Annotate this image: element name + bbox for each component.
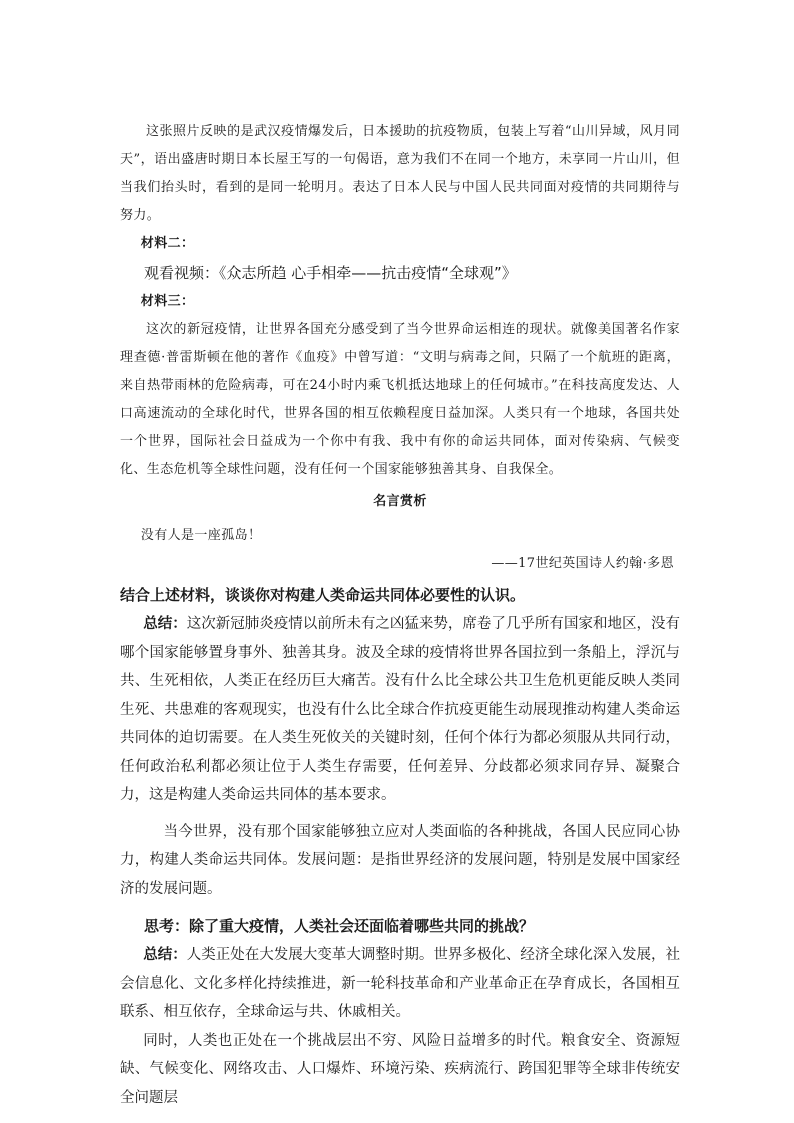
summary1-text2a: 当今世界，没有那个国家能够独立应对人类面临的各种挑战，各国人民应同心协力，构建人类命运共同体。 [120,823,680,868]
material3-paragraph: 这次的新冠疫情，让世界各国充分感受到了当今世界命运相连的现状。就像美国著名作家理查德·普雷斯顿在他的著作《血疫》中曾写道：“文明与病毒之间，只隔了一个航班的距离，来自热带雨林的危险病毒，可在24小时内乘飞机抵达地球上的任何城市。”在科技高度发达、人口高速流动的全球化时代，世界各国的相互依赖程度日益加深。人类只有一个地球，各国共处一个世界，国际社会日益成为一个你中有我、我中有你的命运共同体，面对传染病、气候变化、生态危机等全球性问题，没有任何一个国家能够独善其身、自我保全。 [120,322,680,477]
question-necessity: 结合上述材料，谈谈你对构建人类命运共同体必要性的认识。 [120,586,526,604]
material2-video-title: 观看视频：《众志所趋 心手相牵——抗击疫情“全球观”》 [144,264,517,282]
document-page [120,118,680,1112]
summary1-text: 这次新冠肺炎疫情以前所未有之凶猛来势，席卷了几乎所有国家和地区，没有哪个国家能够置身事外、独善其身。波及全球的疫情将世界各国拉到一条船上，浮沉与共、生死相依，人类正在经历巨大痛苦。没有什么比全球公共卫生危机更能反映人类同生死、共患难的客观现实，也没有什么比全球合作抗疫更能生动展现推动构建人类命运共同体的迫切需要。在人类生死攸关的关键时刻，任何个体行为都必须服从共同行动，任何政治私利都必须让位于人类生存需要，任何差异、分歧都必须求同存异、凝聚合力，这是构建人类命运共同体的基本要求。 [120,616,681,803]
summary2-text: 人类正处在大发展大变革大调整时期。世界多极化、经济全球化深入发展，社会信息化、文化多样化持续推进，新一轮科技革命和产业革命正在孕育成长，各国相互联系、相互依存，全球命运与共、休戚相关。 [120,947,681,1020]
summary1-paragraph [120,610,680,810]
summary1-label: 总结： [143,616,187,632]
summary2-paragraph2: 同时，人类也正处在一个挑战层出不穷、风险日益增多的时代。粮食安全、资源短缺、气候变化、网络攻击、人口爆炸、环境污染、疾病流行、跨国犯罪等全球非传统安全问题层 [120,1032,680,1106]
material3-label: 材料三： [140,294,195,309]
material1-paragraph: 这张照片反映的是武汉疫情爆发后，日本援助的抗疫物质，包装上写着“山川异域，风月同天”，语出盛唐时期日本长屋王写的一句偈语，意为我们不在同一个地方，未享同一片山川，但当我们抬头时，看到的是同一轮明月。表达了日本人民与中国人民共同面对疫情的共同期待与努力。 [120,124,680,223]
development-text: 是指世界经济的发展问题，特别是发展中国家经济的发展问题。 [120,852,681,897]
quote-text: 没有人是一座孤岛！ [140,528,262,543]
question-challenges: 思考：除了重大疫情，人类社会还面临着哪些共同的挑战？ [144,917,535,935]
summary2-label: 总结： [143,947,187,963]
development-label: 发展问题： [296,852,371,868]
summary2-paragraph [120,941,680,1027]
quote-title: 名言赏析 [373,494,427,509]
quote-source: ——17世纪英国诗人约翰·多恩 [491,556,674,571]
summary1-paragraph2 [120,818,680,904]
material2-label: 材料二： [140,236,195,251]
